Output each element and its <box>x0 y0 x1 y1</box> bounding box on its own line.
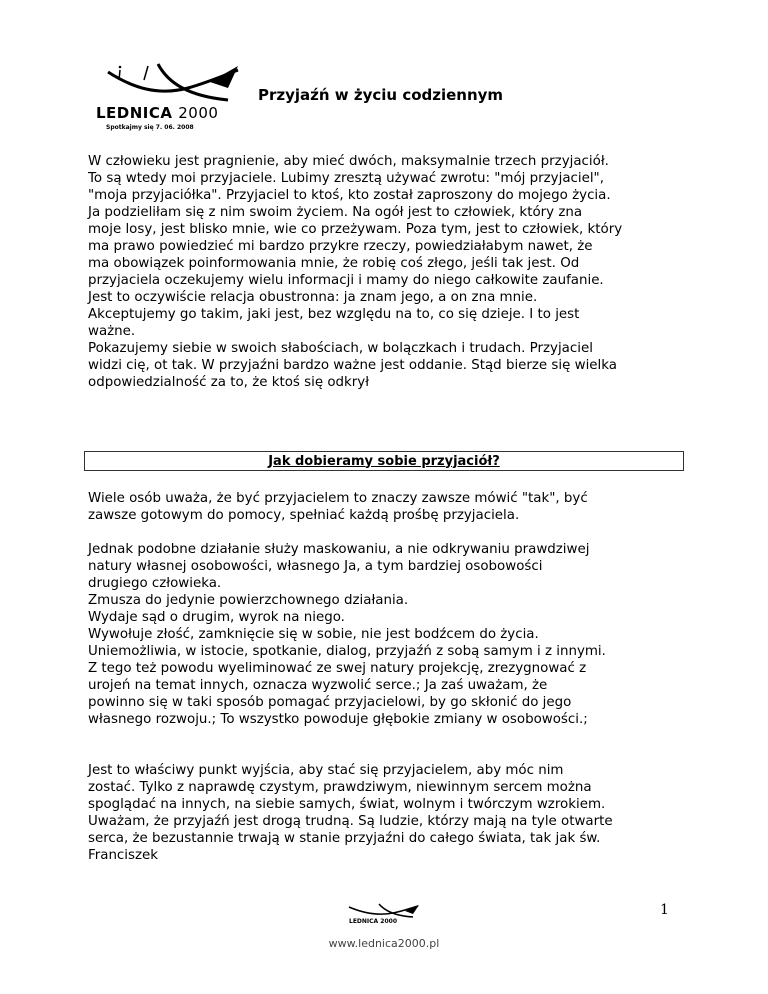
logo-text: LEDNICA 2000 <box>96 104 219 122</box>
text-line: To są wtedy moi przyjaciele. Lubimy zresztą używać zwrotu: "mój przyjaciel", <box>88 171 604 186</box>
text-line: Jest to właściwy punkt wyjścia, aby stać się przyjacielem, aby móc nim <box>88 763 564 778</box>
text-line: ma obowiązek poinformowania mnie, że robię coś złego, jeśli tak jest. Od <box>88 256 580 271</box>
paragraph-2 <box>88 541 693 728</box>
text-line: odpowiedzialność za to, że ktoś się odkrył <box>88 375 370 390</box>
footer-logo <box>343 902 423 932</box>
text-line: Jednak podobne działanie służy maskowaniu, a nie odkrywaniu prawdziwej <box>88 542 590 557</box>
text-line: natury własnej osobowości, własnego Ja, a tym bardziej osobowości <box>88 559 543 574</box>
text-line: drugiego człowieka. <box>88 576 222 591</box>
text-line: przyjaciela oczekujemy wielu informacji i mamy do niego całkowite zaufanie. <box>88 273 604 288</box>
text-line: powinno się w taki sposób pomagać przyjacielowi, by go skłonić do jego <box>88 695 572 710</box>
text-line: spoglądać na innych, na siebie samych, świat, wolnym i twórczym wzrokiem. <box>88 797 606 812</box>
text-line: Pokazujemy siebie w swoich słabościach, w bolączkach i trudach. Przyjaciel <box>88 341 593 356</box>
text-line: zawsze gotowym do pomocy, spełniać każdą prośbę przyjaciela. <box>88 508 520 523</box>
page-number: 1 <box>660 902 669 918</box>
text-line: W człowieku jest pragnienie, aby mieć dwóch, maksymalnie trzech przyjaciół. <box>88 154 609 169</box>
text-line: Uniemożliwia, w istocie, spotkanie, dialog, przyjaźń z sobą samym i z innymi. <box>88 644 606 659</box>
footer-url[interactable]: www.lednica2000.pl <box>328 937 440 950</box>
footer-logo-text: LEDNICA 2000 <box>349 918 397 925</box>
text-line: widzi cię, ot tak. W przyjaźni bardzo ważne jest oddanie. Stąd bierze się wielka <box>88 358 617 373</box>
text-line: Wywołuje złość, zamknięcie się w sobie, nie jest bodźcem do życia. <box>88 627 539 642</box>
paragraph-1 <box>88 490 693 524</box>
text-line: urojeń na temat innych, oznacza wyzwolić serce.; Ja zaś uważam, że <box>88 678 548 693</box>
logo-slogan: Spotkajmy się 7. 06. 2008 <box>106 124 194 131</box>
text-line: Franciszek <box>88 848 159 863</box>
text-line: Jest to oczywiście relacja obustronna: ja znam jego, a on zna mnie. <box>88 290 538 305</box>
text-line: Wiele osób uważa, że być przyjacielem to znaczy zawsze mówić "tak", być <box>88 491 588 506</box>
lednica-logo <box>88 58 248 138</box>
header <box>88 58 688 138</box>
text-line: Z tego też powodu wyeliminować ze swej natury projekcję, zrezygnować z <box>88 661 587 676</box>
fish-cross-icon <box>88 58 248 108</box>
text-line: Zmusza do jedynie powierzchownego działania. <box>88 593 409 608</box>
intro-paragraph <box>88 153 693 391</box>
section-heading: Jak dobieramy sobie przyjaciół? <box>268 453 500 469</box>
text-line: Ja podzieliłam się z nim swoim życiem. Na ogół jest to człowiek, który zna <box>88 205 583 220</box>
text-line: serca, że bezustannie trwają w stanie przyjaźni do całego świata, tak jak św. <box>88 831 601 846</box>
text-line: Uważam, że przyjaźń jest drogą trudną. Są ludzie, którzy mają na tyle otwarte <box>88 814 613 829</box>
paragraph-3 <box>88 762 693 864</box>
text-line: ma prawo powiedzieć mi bardzo przykre rzeczy, powiedziałabym nawet, że <box>88 239 593 254</box>
text-line: zostać. Tylko z naprawdę czystym, prawdziwym, niewinnym sercem można <box>88 780 592 795</box>
text-line: Wydaje sąd o drugim, wyrok na niego. <box>88 610 345 625</box>
text-line: własnego rozwoju.; To wszystko powoduje głębokie zmiany w osobowości.; <box>88 712 588 727</box>
text-line: "moja przyjaciółka". Przyjaciel to ktoś, kto został zaproszony do mojego życia. <box>88 188 611 203</box>
page-title: Przyjaźń w życiu codziennym <box>258 86 504 104</box>
text-line: Akceptujemy go takim, jaki jest, bez względu na to, co się dzieje. I to jest <box>88 307 580 322</box>
text-line: ważne. <box>88 324 136 339</box>
section-heading-box <box>84 451 684 471</box>
text-line: moje losy, jest blisko mnie, wie co przeżywam. Poza tym, jest to człowiek, który <box>88 222 623 237</box>
